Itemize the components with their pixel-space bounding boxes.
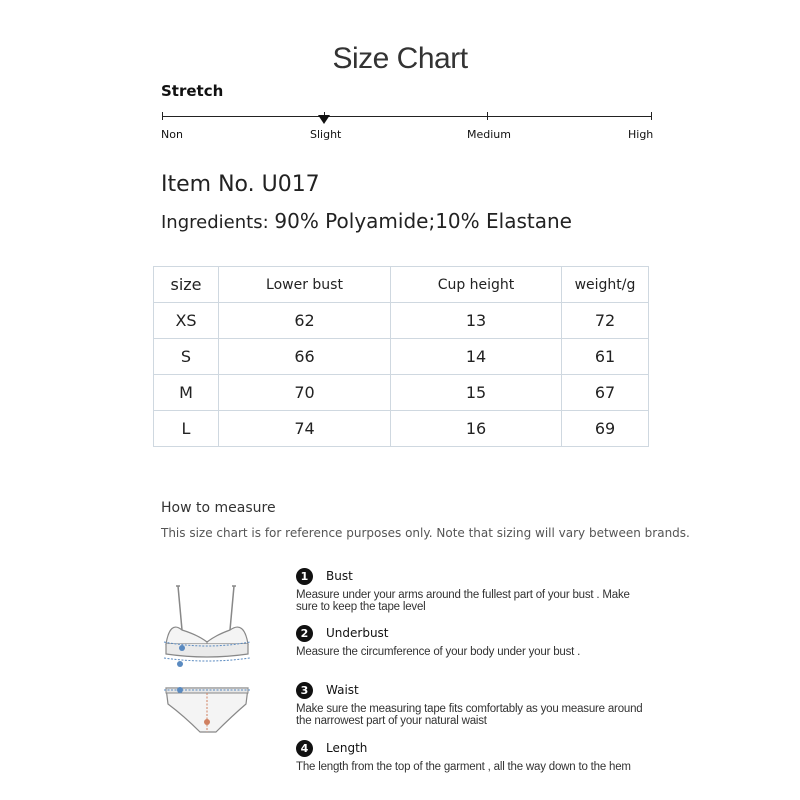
table-cell: M [154, 375, 219, 411]
ingredients [161, 209, 572, 233]
table-cell: 74 [219, 411, 391, 447]
table-row [154, 303, 649, 339]
measure-step-waist [296, 681, 656, 727]
item-number: Item No. U017 [161, 172, 320, 197]
stretch-tick-high [651, 112, 652, 120]
step-number-4-icon: 4 [296, 740, 313, 757]
step-description: Measure the circumference of your body under your bust . [296, 646, 581, 658]
step-number-3-icon: 3 [296, 682, 313, 699]
stretch-level-non: Non [161, 128, 183, 141]
page-title: Size Chart [332, 42, 468, 75]
step-number-2-icon: 2 [296, 625, 313, 642]
table-row [154, 411, 649, 447]
table-row [154, 375, 649, 411]
measure-step-length [296, 739, 656, 773]
step-description: Make sure the measuring tape fits comfortably as you measure around the narrowest part of your natural waist [296, 703, 643, 727]
stretch-tick-medium [487, 112, 488, 120]
table-cell: 15 [391, 375, 562, 411]
step-name: Bust [326, 569, 353, 583]
step-name: Underbust [326, 626, 389, 640]
table-header-lower-bust: Lower bust [219, 267, 391, 303]
size-table [153, 266, 649, 447]
table-cell: 69 [562, 411, 649, 447]
ingredients-value: 90% Polyamide;10% Elastane [274, 209, 572, 233]
table-cell: 67 [562, 375, 649, 411]
table-cell: XS [154, 303, 219, 339]
table-header-row [154, 267, 649, 303]
table-cell: 14 [391, 339, 562, 375]
table-cell: 13 [391, 303, 562, 339]
table-cell: 70 [219, 375, 391, 411]
stretch-level-medium: Medium [467, 128, 511, 141]
measure-step-bust [296, 567, 656, 613]
garment-illustration-icon [160, 580, 255, 740]
how-to-measure-title: How to measure [161, 500, 276, 516]
stretch-scale-line [162, 116, 652, 117]
reference-note: This size chart is for reference purposes only. Note that sizing will vary between brands. [161, 526, 690, 540]
ingredients-label: Ingredients: [161, 212, 269, 233]
table-cell: 66 [219, 339, 391, 375]
step-description: Measure under your arms around the fullest part of your bust . Make sure to keep the tape level [296, 589, 630, 613]
stretch-tick-non [162, 112, 163, 120]
stretch-marker-icon [318, 115, 330, 124]
table-header-weight: weight/g [562, 267, 649, 303]
table-header-size: size [154, 267, 219, 303]
table-cell: 16 [391, 411, 562, 447]
step-name: Waist [326, 683, 359, 697]
stretch-label: Stretch [161, 82, 224, 100]
table-header-cup-height: Cup height [391, 267, 562, 303]
table-cell: 62 [219, 303, 391, 339]
stretch-level-slight: Slight [310, 128, 342, 141]
step-name: Length [326, 741, 368, 755]
step-description: The length from the top of the garment , all the way down to the hem [296, 761, 631, 773]
table-cell: S [154, 339, 219, 375]
table-cell: 61 [562, 339, 649, 375]
stretch-level-high: High [628, 128, 654, 141]
table-cell: 72 [562, 303, 649, 339]
measure-step-underbust [296, 624, 656, 658]
table-cell: L [154, 411, 219, 447]
step-number-1-icon: 1 [296, 568, 313, 585]
table-row [154, 339, 649, 375]
